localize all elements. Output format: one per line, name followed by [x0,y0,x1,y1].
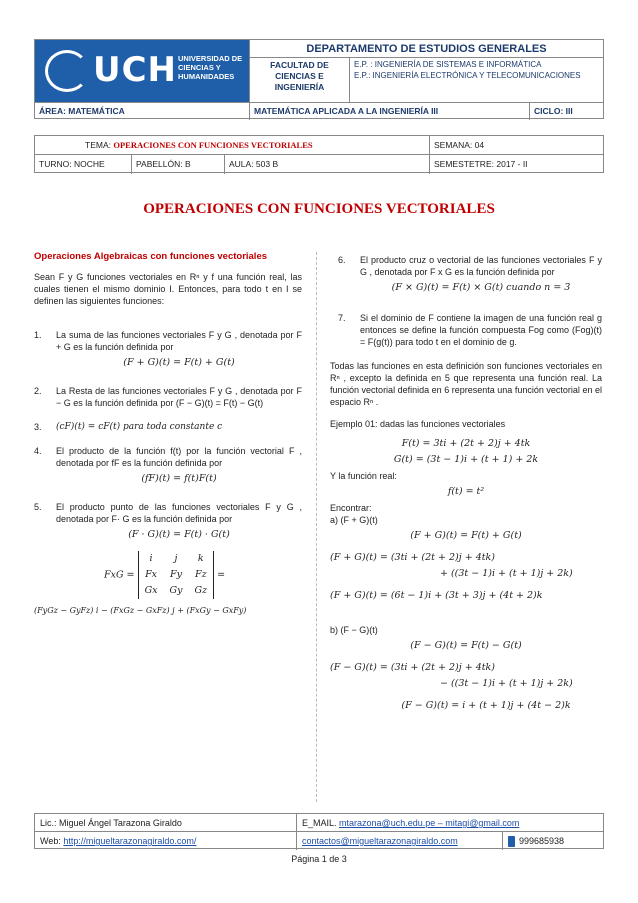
matrix-cell: i [149,553,153,564]
part-label: b) (F − G)(t) [330,625,378,635]
list-item [34,421,302,433]
classroom: AULA: 503 B [225,155,430,174]
item-text: La Resta de las funciones vectoriales F y G , denotada por F − G es la función definida por (F − G)(t) = F(t) − G(t) [56,386,302,408]
list-item [330,254,602,298]
contact-link[interactable]: contactos@migueltarazonagiraldo.com [302,836,458,846]
course-row [35,102,603,119]
equation: (F − G)(t) = (3ti + (2t + 2)j + 4tk) [330,662,496,673]
matrix-cell: Fy [170,569,182,580]
topic-value: OPERACIONES CON FUNCIONES VECTORIALES [113,140,313,150]
logo-text: UCH [93,50,178,90]
semester-label: SEMESTETRE: [434,159,494,169]
equation: + ((3t − 1)i + (t + 1)j + 2k) [440,568,573,579]
week [430,136,603,155]
column-divider [316,252,317,802]
equation: f(t) = t² [447,486,485,497]
shift-label: TURNO: [39,159,72,169]
contact-cell [297,832,503,850]
item-text: La suma de las funciones vectoriales F y G , denotada por F + G es la función definida por [56,330,302,352]
equation: G(t) = (3t − 1)i + (t + 1) + 2k [393,454,539,465]
equation: (F × G)(t) = F(t) × G(t) cuando n = 3 [391,282,571,293]
cross-expansion: (FyGz − GyFz) i − (FxGz − GxFz) j + (FxGy − GxFy) [34,606,247,615]
logo-icon [45,50,89,92]
item-text: (cF)(t) = cF(t) para toda constante c [56,422,223,432]
matrix-cell: Fz [194,569,207,580]
equation: (F + G)(t) = F(t) + G(t) [123,357,235,368]
shift-value: NOCHE [73,159,105,169]
matrix-cell: Fx [145,569,158,580]
semester-value: 2017 - II [496,159,528,169]
matrix-cell: Gx [144,585,158,596]
info-table [34,135,604,173]
email-link[interactable]: mtarazona@uch.edu.pe – mitagi@gmail.com [339,818,520,828]
list-item [34,501,302,545]
cross-product-matrix [104,551,302,599]
author: Lic.: Miguel Ángel Tarazona Giraldo [35,814,297,832]
text: Encontrar: [330,503,372,513]
semester [430,155,603,174]
faculty: FACULTAD DE CIENCIAS E INGENIERÍA [250,58,350,102]
right-column [330,250,602,716]
list-item [34,445,302,489]
item-text: El producto cruz o vectorial de las funciones vectoriales F y G , denotada por F x G es la función definida por [360,255,602,277]
phone-icon [508,836,515,847]
text: Y la función real: [330,471,397,481]
phone-cell [503,832,603,850]
email-cell [297,814,603,832]
item-number: 4. [34,446,42,456]
equation: (F + G)(t) = F(t) + G(t) [410,530,522,541]
part-label: a) (F + G)(t) [330,515,378,525]
paragraph: Todas las funciones en esta definición son funciones vectoriales en Rⁿ , excepto la definida en 5 que representa una función real. La función vectorial definida en 6 representa una función vectorial en el espacio Rⁿ . [330,361,602,407]
uch-logo [35,40,250,102]
week-label: SEMANA: [434,140,473,150]
left-column [34,250,302,621]
intro-text: Sean F y G funciones vectoriales en Rⁿ y f una función real, las cuales tienen el mismo dominio I. Entonces, para todo t en I se definen las siguientes funciones: [34,272,302,306]
determinant [138,551,215,599]
equation: (F + G)(t) = (3ti + (2t + 2)j + 4tk) [330,552,496,563]
item-number: 6. [338,255,346,265]
item-number: 1. [34,330,42,340]
equation: (fF)(t) = f(t)F(t) [141,473,217,484]
matrix-cell: Gy [169,585,183,596]
equation: (F + G)(t) = (6t − 1)i + (3t + 3)j + (4t + 2)k [330,590,543,601]
equation: (F − G)(t) = i + (t + 1)j + (4t − 2)k [401,700,571,711]
cycle: CICLO: III [534,106,573,116]
topic-label: TEMA: [85,140,111,150]
example-heading: Ejemplo 01: dadas las funciones vectoriales [330,419,506,429]
item-text: El producto de la función f(t) por la función vectorial F , denotada por fF es la función definida por [56,446,302,468]
list-item [34,329,302,373]
item-number: 2. [34,386,42,396]
equation: F(t) = 3ti + (2t + 2)j + 4tk [401,438,531,449]
matrix-lhs: FxG = [104,569,135,581]
email-label: E_MAIL. [302,818,337,828]
item-number: 7. [338,313,346,323]
equation: (F · G)(t) = F(t) · G(t) [128,529,230,540]
web-link[interactable]: http://migueltarazonagiraldo.com/ [63,836,197,846]
schools [350,58,603,102]
topic [35,136,430,155]
web-cell [35,832,297,850]
footer-table [34,813,604,849]
logo-subtitle: UNIVERSIDAD DE CIENCIAS Y HUMANIDADES [178,54,243,81]
school-2: E.P.: INGENIERÍA ELECTRÓNICA Y TELECOMUNICACIONES [354,70,581,80]
item-text: Si el dominio de F contiene la imagen de una función real g entonces se define la función compuesta Fog como (Fog)(t) = F(g(t)) para todo t en el dominio de g. [360,313,602,347]
item-number: 5. [34,502,42,512]
web-label: Web: [40,836,61,846]
list-item [330,312,602,348]
course: MATEMÁTICA APLICADA A LA INGENIERÍA III [250,103,530,120]
area: ÁREA: MATEMÁTICA [35,103,250,120]
matrix-cell: Gz [194,585,208,596]
header-table [34,39,604,119]
school-1: E.P. : INGENIERÍA DE SISTEMAS E INFORMÁTICA [354,60,542,69]
list-item [34,385,302,409]
page-number: Página 1 de 3 [291,854,347,864]
pavilion: PABELLÓN: B [132,155,225,174]
matrix-cell: k [197,553,204,564]
section-heading: Operaciones Algebraicas con funciones vectoriales [34,251,268,262]
equation: − ((3t − 1)i + (t + 1)j + 2k) [440,678,573,689]
shift [35,155,132,174]
item-text: El producto punto de las funciones vectoriales F y G , denotada por F· G es la función definida por [56,502,302,524]
matrix-equals: = [217,569,226,581]
equation: (F − G)(t) = F(t) − G(t) [410,640,522,651]
department: DEPARTAMENTO DE ESTUDIOS GENERALES [250,40,603,58]
matrix-cell: j [174,553,178,564]
page-title: OPERACIONES CON FUNCIONES VECTORIALES [143,201,495,217]
phone-number: 999685938 [519,836,565,846]
week-value: 04 [474,140,485,150]
item-number: 3. [34,422,42,432]
